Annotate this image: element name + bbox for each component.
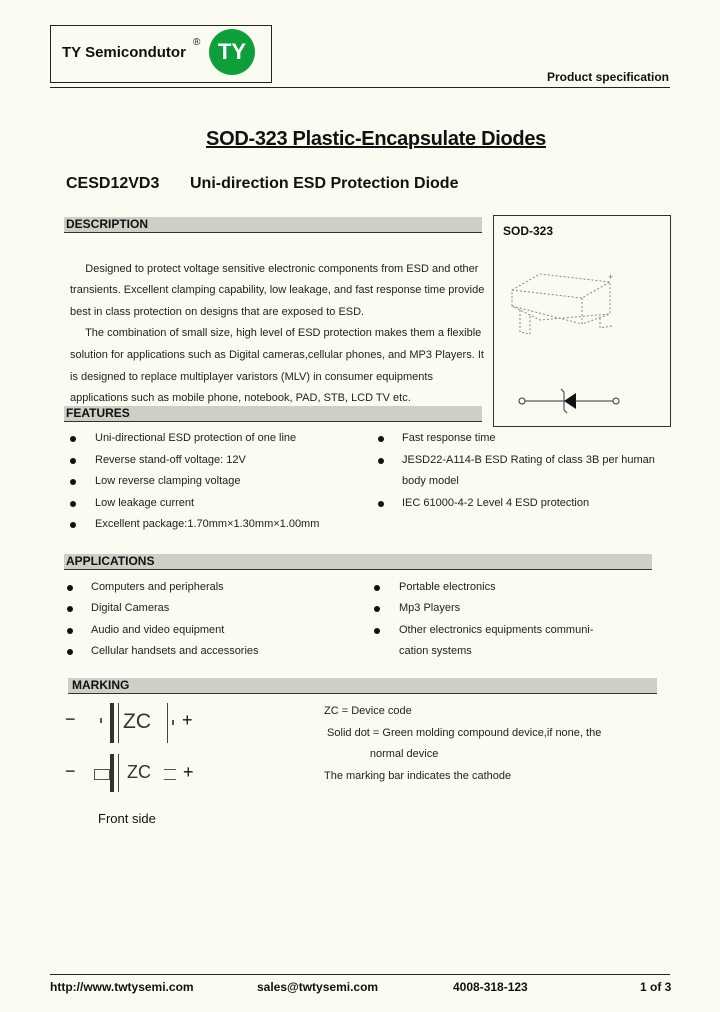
marking-note: ZC = Device code [324,705,412,717]
diode-symbol-icon [516,388,626,414]
feature-item: Low leakage current [95,497,195,509]
part-number: CESD12VD3 [66,175,160,192]
bullet-icon [70,522,76,528]
bullet-icon [67,649,73,655]
marking-tick [172,720,174,725]
application-item: Mp3 Players [399,602,461,614]
application-item: Digital Cameras [91,602,170,614]
marking-note: Solid dot = Green molding compound device,if none, the [324,727,602,739]
description-line: applications such as mobile phone, notebook, PAD, STB, LCD TV etc. [70,392,411,405]
package-drawing-icon [500,262,620,342]
feature-item: Fast response time [402,432,496,444]
minus-terminal-label: − [65,761,76,781]
bullet-icon [374,628,380,634]
features-heading: FEATURES [64,406,482,422]
page-number: 1 of 3 [640,980,672,994]
application-item: Audio and video equipment [91,624,225,636]
cathode-bar [110,754,114,792]
page-title: SOD-323 Plastic-Encapsulate Diodes [206,128,546,150]
description-line: The combination of small size, high level of ESD protection makes them a flexible [70,327,482,340]
cathode-bar [110,703,114,743]
description-line: is designed to replace multiplayer varistors (MLV) in consumer equipments [70,370,433,383]
description-line: solution for applications such as Digital cameras,cellular phones, and MP3 Players. It [70,348,484,361]
footer-url-link[interactable]: http://www.twtysemi.com [50,980,194,994]
bullet-icon [70,436,76,442]
bullet-icon [70,501,76,507]
bullet-icon [374,585,380,591]
marking-heading: MARKING [68,678,657,694]
package-name: SOD-323 [503,224,554,238]
footer-email-link[interactable]: sales@twtysemi.com [257,980,379,994]
solid-dot-marker [94,769,110,780]
marking-tick [100,718,102,723]
part-description: Uni-direction ESD Protection Diode [190,175,459,192]
package-plus-mark: + [608,272,614,282]
feature-item-continued: body model [402,475,459,487]
bullet-icon [70,479,76,485]
description-text [70,237,490,431]
device-code-mark: ZC [123,710,151,733]
device-code-mark: ZC [127,762,151,782]
feature-item: JESD22-A114-B ESD Rating of class 3B per human [402,454,655,466]
bullet-icon [378,501,384,507]
feature-item: Low reverse clamping voltage [95,475,241,487]
description-line: Designed to protect voltage sensitive electronic components from ESD and other [70,262,479,275]
bullet-icon [378,436,384,442]
application-item: Other electronics equipments communi- [399,624,594,636]
registered-mark: ® [193,37,201,48]
bullet-icon [378,458,384,464]
feature-item: Excellent package:1.70mm×1.30mm×1.00mm [95,518,320,530]
application-item: Computers and peripherals [91,581,224,593]
minus-terminal-label: − [65,709,76,729]
applications-heading: APPLICATIONS [64,554,652,570]
feature-item: Reverse stand-off voltage: 12V [95,454,246,466]
bullet-icon [67,606,73,612]
marking-note: The marking bar indicates the cathode [324,770,512,782]
feature-item: Uni-directional ESD protection of one line [95,432,297,444]
description-line: transients. Excellent clamping capability, low leakage, and fast response time provide [70,284,485,297]
marking-tick [164,769,176,780]
bullet-icon [374,606,380,612]
product-specification-label: Product specification [546,70,669,84]
bullet-icon [70,458,76,464]
plus-terminal-label: + [183,762,194,782]
application-item: Cellular handsets and accessories [91,645,259,657]
bullet-icon [67,628,73,634]
plus-terminal-label: + [182,710,193,730]
ty-logo-icon: TY [209,29,255,75]
footer-rule [50,974,670,975]
application-item-continued: cation systems [399,645,472,657]
application-item: Portable electronics [399,581,496,593]
footer-phone: 4008-318-123 [453,980,528,994]
header-rule [50,87,670,88]
description-heading: DESCRIPTION [64,217,482,233]
company-name: TY Semicondutor [62,44,186,61]
marking-note: normal device [324,748,439,760]
description-line: best in class protection on designs that are exposed to ESD. [70,305,365,318]
front-side-label: Front side [98,811,156,826]
feature-item: IEC 61000-4-2 Level 4 ESD protection [402,497,590,509]
bullet-icon [67,585,73,591]
